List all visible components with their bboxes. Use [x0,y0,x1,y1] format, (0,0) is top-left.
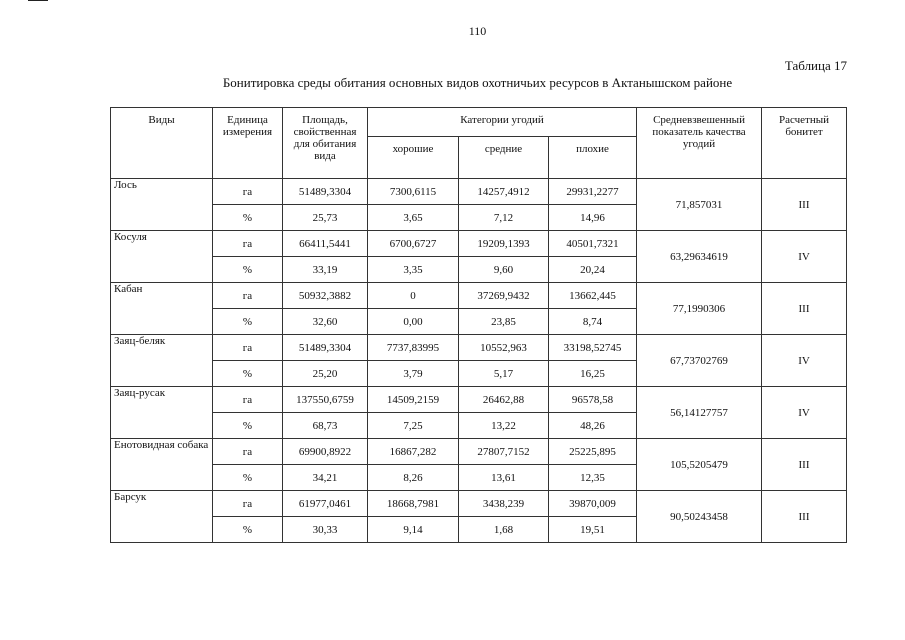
header-species: Виды [111,108,213,179]
medium-cell: 23,85 [459,309,549,335]
bonitet-cell: IV [762,335,847,387]
quality-cell: 90,50243458 [637,491,762,543]
area-cell: 137550,6759 [283,387,368,413]
good-cell: 9,14 [368,517,459,543]
species-cell: Барсук [111,491,213,543]
medium-cell: 9,60 [459,257,549,283]
unit-cell: га [213,231,283,257]
bonitet-cell: III [762,283,847,335]
header-quality: Средневзвешенный показатель качества угодий [637,108,762,179]
medium-cell: 14257,4912 [459,179,549,205]
unit-cell: га [213,335,283,361]
poor-cell: 48,26 [549,413,637,439]
medium-cell: 13,22 [459,413,549,439]
area-cell: 32,60 [283,309,368,335]
bonitet-cell: IV [762,387,847,439]
good-cell: 14509,2159 [368,387,459,413]
table-body [111,179,847,543]
table-number: Таблица 17 [784,58,847,73]
quality-cell: 105,5205479 [637,439,762,491]
table-title: Бонитировка среды обитания основных видов охотничьих ресурсов в Актанышском районе [222,75,733,90]
area-cell: 68,73 [283,413,368,439]
poor-cell: 16,25 [549,361,637,387]
table-row [111,231,847,257]
species-cell: Заяц-беляк [111,335,213,387]
medium-cell: 5,17 [459,361,549,387]
unit-cell: % [213,413,283,439]
table-header [111,108,847,179]
species-cell: Косуля [111,231,213,283]
poor-cell: 33198,52745 [549,335,637,361]
quality-cell: 71,857031 [637,179,762,231]
poor-cell: 14,96 [549,205,637,231]
medium-cell: 19209,1393 [459,231,549,257]
species-cell: Енотовидная собака [111,439,213,491]
good-cell: 7737,83995 [368,335,459,361]
area-cell: 61977,0461 [283,491,368,517]
medium-cell: 7,12 [459,205,549,231]
good-cell: 7,25 [368,413,459,439]
header-bonitet: Расчетный бонитет [762,108,847,179]
good-cell: 3,35 [368,257,459,283]
unit-cell: га [213,179,283,205]
bonitet-cell: III [762,439,847,491]
good-cell: 7300,6115 [368,179,459,205]
unit-cell: га [213,283,283,309]
table-row [111,387,847,413]
quality-cell: 56,14127757 [637,387,762,439]
good-cell: 18668,7981 [368,491,459,517]
medium-cell: 13,61 [459,465,549,491]
unit-cell: % [213,257,283,283]
unit-cell: % [213,205,283,231]
quality-cell: 67,73702769 [637,335,762,387]
poor-cell: 19,51 [549,517,637,543]
good-cell: 6700,6727 [368,231,459,257]
corner-mark [28,0,48,1]
area-cell: 50932,3882 [283,283,368,309]
area-cell: 66411,5441 [283,231,368,257]
good-cell: 3,65 [368,205,459,231]
good-cell: 0 [368,283,459,309]
bonitet-cell: III [762,179,847,231]
area-cell: 25,73 [283,205,368,231]
header-unit: Единица измерения [213,108,283,179]
unit-cell: % [213,465,283,491]
table-row [111,179,847,205]
bonitet-cell: IV [762,231,847,283]
poor-cell: 96578,58 [549,387,637,413]
quality-cell: 63,29634619 [637,231,762,283]
bonitet-table [110,107,847,543]
species-cell: Заяц-русак [111,387,213,439]
medium-cell: 3438,239 [459,491,549,517]
area-cell: 69900,8922 [283,439,368,465]
table-row [111,335,847,361]
good-cell: 8,26 [368,465,459,491]
unit-cell: га [213,439,283,465]
medium-cell: 37269,9432 [459,283,549,309]
header-poor: плохие [549,137,637,179]
bonitet-cell: III [762,491,847,543]
quality-cell: 77,1990306 [637,283,762,335]
good-cell: 3,79 [368,361,459,387]
table-row [111,491,847,517]
area-cell: 51489,3304 [283,335,368,361]
poor-cell: 25225,895 [549,439,637,465]
unit-cell: га [213,387,283,413]
species-cell: Лось [111,179,213,231]
poor-cell: 39870,009 [549,491,637,517]
medium-cell: 26462,88 [459,387,549,413]
header-medium: средние [459,137,549,179]
poor-cell: 8,74 [549,309,637,335]
table-row [111,283,847,309]
unit-cell: % [213,361,283,387]
medium-cell: 10552,963 [459,335,549,361]
area-cell: 30,33 [283,517,368,543]
medium-cell: 1,68 [459,517,549,543]
page-number: 110 [468,24,487,38]
good-cell: 0,00 [368,309,459,335]
table-row [111,439,847,465]
species-cell: Кабан [111,283,213,335]
poor-cell: 20,24 [549,257,637,283]
poor-cell: 40501,7321 [549,231,637,257]
good-cell: 16867,282 [368,439,459,465]
poor-cell: 13662,445 [549,283,637,309]
medium-cell: 27807,7152 [459,439,549,465]
header-categories: Категории угодий [368,108,637,137]
poor-cell: 12,35 [549,465,637,491]
unit-cell: га [213,491,283,517]
unit-cell: % [213,517,283,543]
area-cell: 34,21 [283,465,368,491]
area-cell: 25,20 [283,361,368,387]
area-cell: 33,19 [283,257,368,283]
poor-cell: 29931,2277 [549,179,637,205]
header-good: хорошие [368,137,459,179]
unit-cell: % [213,309,283,335]
header-area: Площадь, свойственная для обитания вида [283,108,368,179]
area-cell: 51489,3304 [283,179,368,205]
